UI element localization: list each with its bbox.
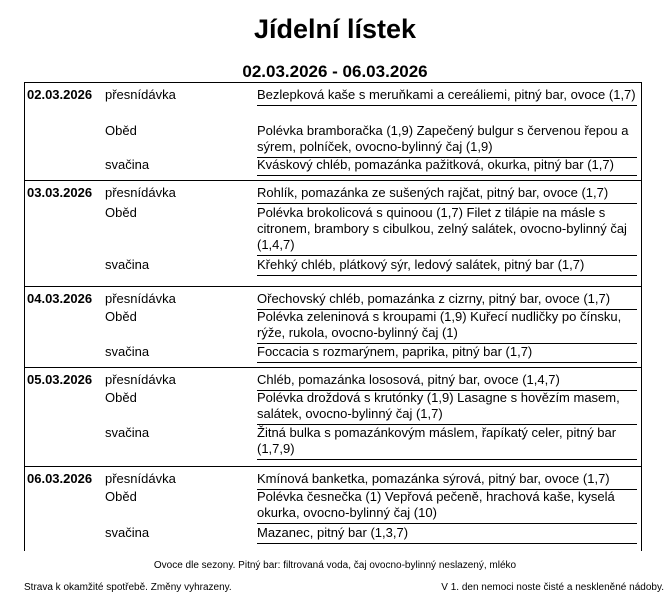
meal-dish: Polévka brokolicová s quinoou (1,7) Filet z tilápie na másle s citronem, brambory s cibulkou, zelný salátek, ovocno-bylinný čaj (1,4,7) — [257, 205, 637, 256]
meal-type: Oběd — [105, 489, 137, 504]
meal-dish: Polévka zeleninová s kroupami (1,9) Kuřecí nudličky po čínsku, rýže, rukola, ovocno-bylinný čaj (1) — [257, 309, 637, 344]
day-block — [25, 181, 641, 287]
meal-dish: Kváskový chléb, pomazánka pažitková, okurka, pitný bar (1,7) — [257, 157, 637, 176]
meal-type: svačina — [105, 257, 150, 272]
meal-type: svačina — [105, 157, 150, 172]
page-title: Jídelní lístek — [253, 14, 417, 44]
footer-left-note: Strava k okamžité spotřebě. Změny vyhrazeny. — [24, 582, 232, 593]
meal-dish: Mazanec, pitný bar (1,3,7) — [257, 525, 637, 544]
day-date: 03.03.2026 — [27, 185, 93, 200]
meal-dish: Žitná bulka s pomazánkovým máslem, řapíkatý celer, pitný bar (1,7,9) — [257, 425, 637, 460]
meal-type: přesnídávka — [105, 291, 176, 306]
meal-dish: Rohlík, pomazánka ze sušených rajčat, pitný bar, ovoce (1,7) — [257, 185, 637, 204]
meal-dish: Polévka droždová s krutónky (1,9) Lasagne s hovězím masem, salátek, ovocno-bylinný čaj (1,7) — [257, 390, 637, 425]
meal-dish: Polévka bramboračka (1,9) Zapečený bulgur s červenou řepou a sýrem, polníček, ovocno-bylinný čaj (1,9) — [257, 123, 637, 158]
meal-type: přesnídávka — [105, 87, 176, 102]
meal-dish: Křehký chléb, plátkový sýr, ledový salátek, pitný bar (1,7) — [257, 257, 637, 276]
meal-dish: Kmínová banketka, pomazánka sýrová, pitný bar, ovoce (1,7) — [257, 471, 637, 490]
day-date: 04.03.2026 — [27, 291, 93, 306]
meal-type: Oběd — [105, 390, 137, 405]
meal-dish: Chléb, pomazánka lososová, pitný bar, ovoce (1,4,7) — [257, 372, 637, 391]
meal-dish: Polévka česnečka (1) Vepřová pečeně, hrachová kaše, kyselá okurka, ovocno-bylinný čaj (10) — [257, 489, 637, 524]
meal-type: svačina — [105, 425, 150, 440]
meal-type: přesnídávka — [105, 471, 176, 486]
day-block — [25, 83, 641, 181]
meal-type: Oběd — [105, 205, 137, 220]
day-block — [25, 287, 641, 368]
meal-dish: Ořechovský chléb, pomazánka z cizrny, pitný bar, ovoce (1,7) — [257, 291, 637, 310]
footer-right-note: V 1. den nemoci noste čisté a neskleněné nádoby. — [441, 582, 664, 593]
day-date: 05.03.2026 — [27, 372, 93, 387]
meal-type: Oběd — [105, 309, 137, 324]
meal-type: svačina — [105, 344, 150, 359]
date-range: 02.03.2026 - 06.03.2026 — [242, 62, 428, 81]
meal-type: přesnídávka — [105, 185, 176, 200]
menu-table — [24, 82, 642, 551]
day-date: 06.03.2026 — [27, 471, 93, 486]
meal-type: svačina — [105, 525, 150, 540]
meal-type: přesnídávka — [105, 372, 176, 387]
day-block — [25, 368, 641, 467]
footer-note: Ovoce dle sezony. Pitný bar: filtrovaná voda, čaj ovocno-bylinný neslazený, mléko — [153, 560, 517, 571]
meal-dish: Bezlepková kaše s meruňkami a cereáliemi, pitný bar, ovoce (1,7) — [257, 87, 637, 106]
day-date: 02.03.2026 — [27, 87, 93, 102]
meal-type: Oběd — [105, 123, 137, 138]
day-block — [25, 467, 641, 551]
meal-dish: Foccacia s rozmarýnem, paprika, pitný bar (1,7) — [257, 344, 637, 363]
